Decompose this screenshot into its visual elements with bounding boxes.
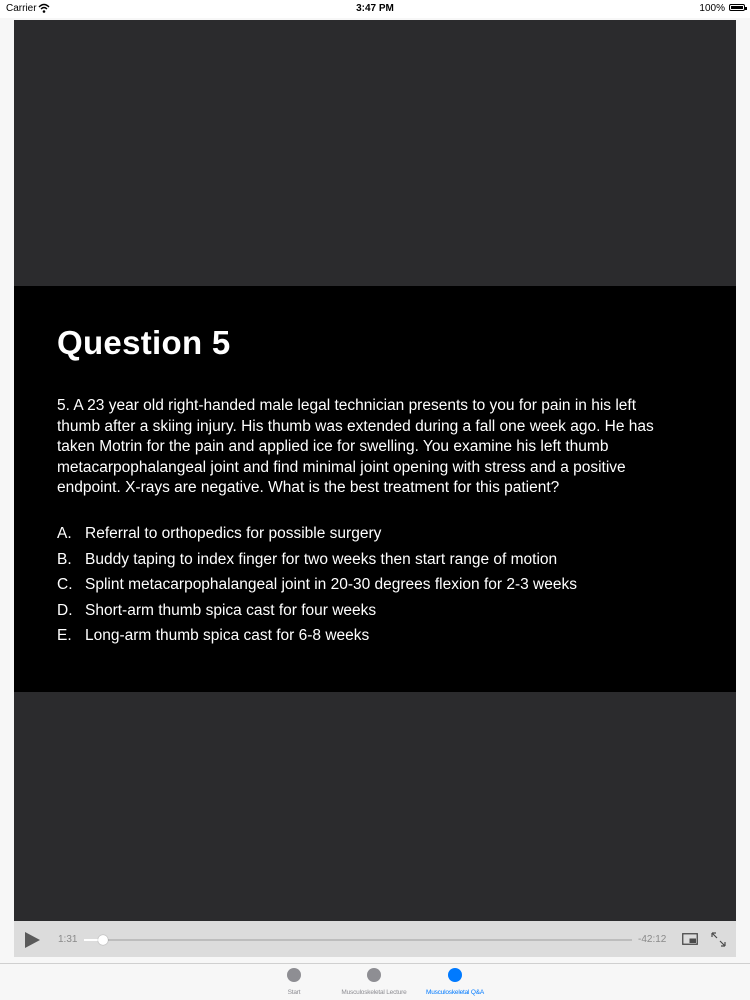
lecture-slide [14, 286, 736, 692]
scrubber-handle[interactable] [98, 935, 108, 945]
option-text: Long-arm thumb spica cast for 6-8 weeks [85, 627, 370, 644]
playback-controls [14, 921, 736, 957]
video-player[interactable] [14, 20, 736, 957]
answer-options [57, 524, 717, 652]
answer-option [57, 626, 717, 652]
question-text: 5. A 23 year old right-handed male legal technician presents to you for pain in his left thumb after a skiing injury. His thumb was extended during a fall one week ago. He has taken Motrin for the pain and applied ice for swelling. You examine his left thumb metacarpophalangeal joint and find minimal joint opening with stress and a positive endpoint. X-rays are negative. What is the best treatment for this patient? [57, 397, 654, 496]
tab-label: Musculoskeletal Lecture [341, 989, 407, 996]
battery-percentage: 100% [699, 3, 725, 14]
status-bar [0, 0, 750, 18]
tab-dot-icon [367, 968, 381, 982]
play-icon[interactable] [23, 931, 41, 949]
tab-dot-icon [448, 968, 462, 982]
tab-dot-icon [287, 968, 301, 982]
tab-musculoskeletal-qa[interactable] [400, 968, 510, 996]
option-text: Referral to orthopedics for possible surgery [85, 525, 382, 542]
option-letter: B. [57, 550, 72, 568]
option-letter: C. [57, 576, 73, 593]
elapsed-time: 1:31 [58, 934, 78, 945]
picture-in-picture-icon[interactable] [682, 933, 698, 945]
tab-bar [0, 963, 750, 1000]
option-letter: A. [57, 525, 72, 542]
tab-label: Start [287, 989, 301, 996]
option-letter: D. [57, 601, 73, 619]
answer-option [57, 575, 717, 601]
slide-title: Question 5 [57, 324, 231, 361]
fullscreen-icon[interactable] [711, 932, 726, 947]
remaining-time: -42:12 [638, 934, 667, 945]
answer-option [57, 601, 717, 627]
answer-option [57, 524, 717, 550]
answer-option [57, 550, 717, 576]
option-text: Buddy taping to index finger for two weeks then start range of motion [85, 550, 558, 568]
clock: 3:47 PM [356, 3, 394, 14]
option-text: Short-arm thumb spica cast for four weeks [85, 601, 377, 619]
scrubber-track[interactable] [84, 939, 632, 941]
battery-icon [729, 4, 745, 11]
carrier-label: Carrier [6, 3, 37, 14]
option-letter: E. [57, 627, 72, 644]
tab-label: Musculoskeletal Q&A [426, 989, 484, 996]
option-text: Splint metacarpophalangeal joint in 20-30 degrees flexion for 2-3 weeks [85, 576, 577, 593]
